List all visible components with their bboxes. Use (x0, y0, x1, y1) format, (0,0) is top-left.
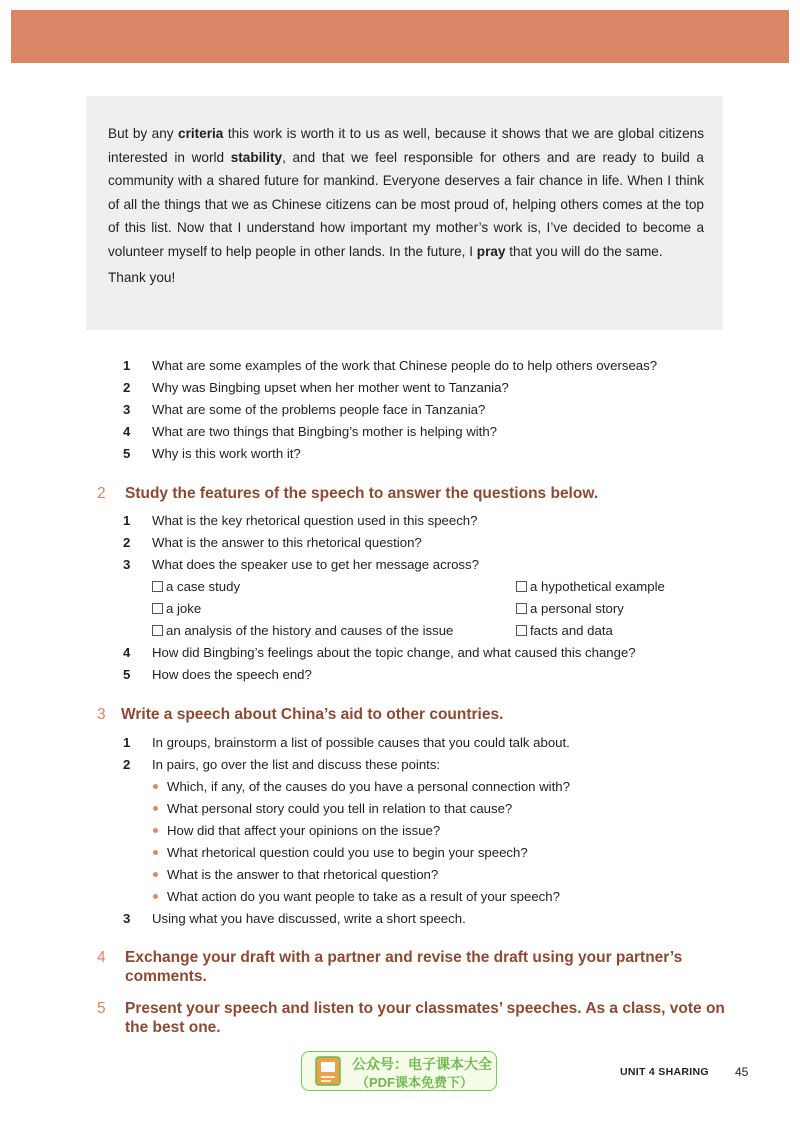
vocab-criteria: criteria (178, 126, 224, 141)
bullet-dot (153, 872, 158, 877)
checkbox[interactable] (152, 603, 163, 614)
bullet-dot (153, 850, 158, 855)
bullet-dot (153, 806, 158, 811)
section5-heading: 5 Present your speech and listen to your classmates’ speeches. As a class, vote on the best one. (97, 1000, 725, 1036)
passage-closing: Thank you! (108, 270, 176, 285)
option-case-study[interactable]: a case study (152, 576, 240, 598)
page-number: 45 (735, 1065, 749, 1079)
checkbox[interactable] (152, 581, 163, 592)
vocab-pray: pray (476, 243, 506, 259)
section3-heading: 3 Write a speech about China’s aid to other countries. (97, 706, 504, 723)
book-icon (314, 1055, 342, 1087)
option-hypothetical-example[interactable]: a hypothetical example (516, 576, 665, 598)
vocab-stability: stability (230, 149, 283, 165)
passage-paragraph: But by any criteria this work is worth it to us as well, because it shows that we are global citizens interested in world stability, and that we feel responsible for others and are ready to build a community with a shared future for mankind. Everyone deserves a fair chance in life. When I think of all the things that we as Chinese citizens can be most proud of, helping others comes at the top of this list. Now that I understand how important my mother’s work is, I’ve decided to become a volunteer myself to help people in other lands. In the future, I pray that you will do the same. (108, 126, 704, 259)
option-facts-data[interactable]: facts and data (516, 620, 613, 642)
bullet-dot (153, 828, 158, 833)
checkbox[interactable] (516, 581, 527, 592)
watermark-line1: 公众号：电子课本大全 (352, 1056, 492, 1072)
watermark-line2: （PDF课本免费下） (356, 1075, 474, 1090)
section4-heading: 4 Exchange your draft with a partner and revise the draft using your partner’s comments. (97, 949, 683, 985)
option-joke[interactable]: a joke (152, 598, 201, 620)
section2-heading: 2 Study the features of the speech to answer the questions below. (97, 485, 599, 502)
checkbox[interactable] (152, 625, 163, 636)
checkbox[interactable] (516, 603, 527, 614)
footer-unit-label: UNIT 4 SHARING (620, 1066, 709, 1078)
watermark-banner (301, 1051, 497, 1091)
bullet-dot (153, 894, 158, 899)
option-history-analysis[interactable]: an analysis of the history and causes of the issue (152, 620, 453, 642)
bullet-dot (153, 784, 158, 789)
top-color-band (11, 10, 789, 63)
option-personal-story[interactable]: a personal story (516, 598, 624, 620)
checkbox[interactable] (516, 625, 527, 636)
